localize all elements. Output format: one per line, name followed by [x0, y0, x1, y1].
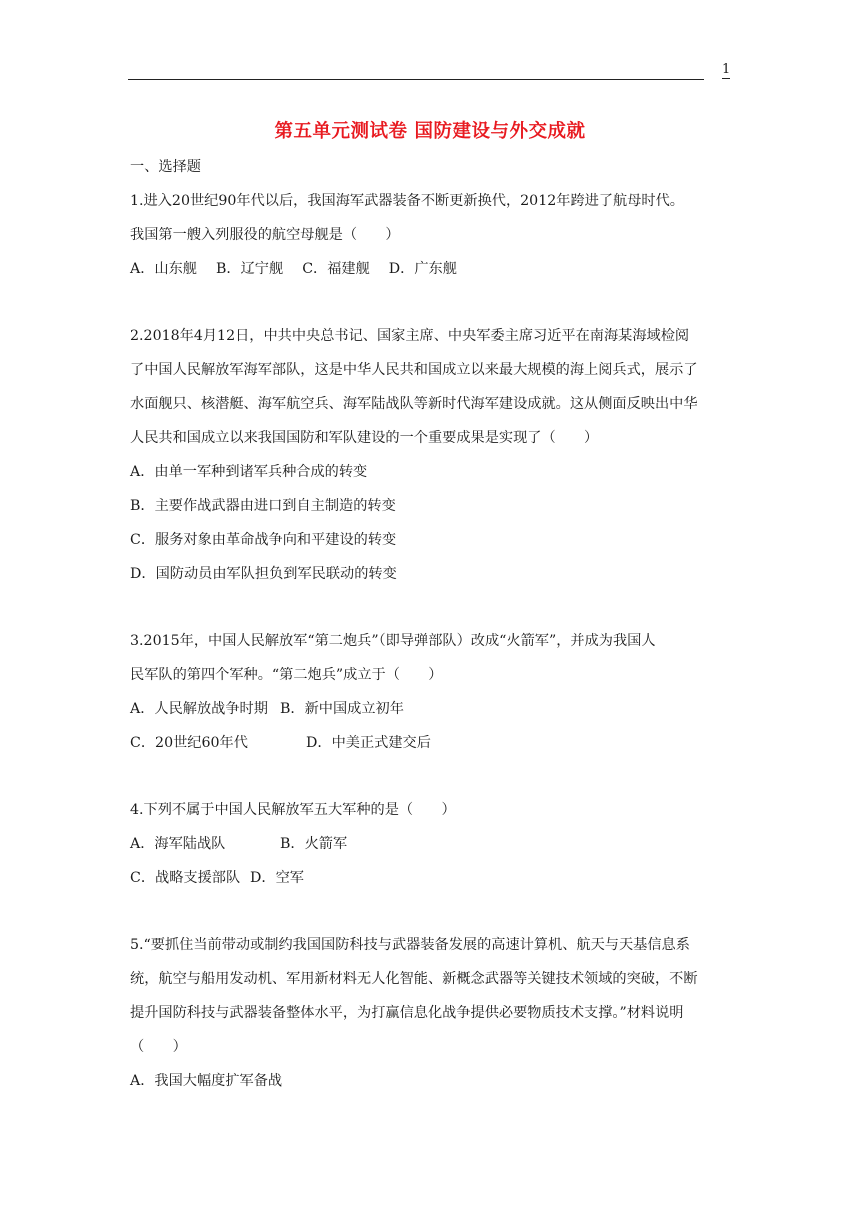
question-stem-line: 水面舰只、核潜艇、海军航空兵、海军陆战队等新时代海军建设成就。这从侧面反映出中华: [130, 396, 698, 412]
option-c: C．战略支援部队: [130, 870, 241, 886]
option-a: A．由单一军种到诸军兵种合成的转变: [130, 464, 368, 480]
section-heading: 一、选择题: [130, 159, 201, 175]
question-stem-line: 2.2018年4月12日，中共中央总书记、国家主席、中央军委主席习近平在南海某海域检阅: [130, 328, 690, 344]
option-b: B．火箭军: [280, 836, 348, 852]
document-body: [130, 150, 730, 1098]
question-5: [130, 928, 730, 1098]
question-3: [130, 624, 730, 760]
question-stem-line: 统，航空与船用发动机、军用新材料无人化智能、新概念武器等关键技术领域的突破，不断: [130, 971, 698, 987]
option-a: A．山东舰: [130, 261, 197, 277]
document-title: 第五单元测试卷 国防建设与外交成就: [274, 121, 586, 142]
question-stem-line: 1.进入20世纪90年代以后，我国海军武器装备不断更新换代，2012年跨进了航母时代。: [130, 193, 684, 209]
option-d: D．中美正式建交后: [306, 735, 431, 751]
option-c: C．福建舰: [302, 261, 370, 277]
option-b: B．新中国成立初年: [280, 701, 404, 717]
option-b: B．辽宁舰: [216, 261, 284, 277]
header-rule: [128, 79, 704, 80]
option-b: B．主要作战武器由进口到自主制造的转变: [130, 498, 396, 514]
question-stem-line: 人民共和国成立以来我国国防和军队建设的一个重要成果是实现了（ ）: [130, 430, 599, 446]
option-d: D．国防动员由军队担负到军民联动的转变: [130, 566, 397, 582]
question-stem-line: 3.2015年，中国人民解放军“第二炮兵”（即导弹部队）改成“火箭军”，并成为我国人: [130, 633, 656, 649]
question-stem-line: 民军队的第四个军种。“第二炮兵”成立于（ ）: [130, 667, 443, 683]
option-d: D．广东舰: [388, 261, 457, 277]
option-a: A．海军陆战队: [130, 836, 226, 852]
question-stem-line: 我国第一艘入列服役的航空母舰是（ ）: [130, 227, 400, 243]
page-number: 1: [722, 62, 731, 77]
options-row: [130, 726, 730, 760]
options-row: [130, 252, 730, 286]
question-stem-line: （ ）: [130, 1039, 187, 1055]
option-c: C．服务对象由革命战争向和平建设的转变: [130, 532, 397, 548]
question-stem-line: 5.“要抓住当前带动或制约我国国防科技与武器装备发展的高速计算机、航天与天基信息系: [130, 937, 690, 953]
option-a: A．人民解放战争时期: [130, 701, 268, 717]
options-row: [130, 861, 730, 895]
question-1: [130, 184, 730, 286]
options-row: [130, 827, 730, 861]
question-stem-line: 了中国人民解放军海军部队，这是中华人民共和国成立以来最大规模的海上阅兵式，展示了: [130, 362, 698, 378]
option-c: C．20世纪60年代: [130, 735, 248, 751]
question-2: [130, 319, 730, 591]
option-d: D．空军: [250, 870, 304, 886]
options-row: [130, 692, 730, 726]
question-stem-line: 提升国防科技与武器装备整体水平，为打赢信息化战争提供必要物质技术支撑。”材料说明: [130, 1005, 684, 1021]
option-a: A．我国大幅度扩军备战: [130, 1073, 283, 1089]
question-4: [130, 793, 730, 895]
question-stem-line: 4.下列不属于中国人民解放军五大军种的是（ ）: [130, 802, 456, 818]
